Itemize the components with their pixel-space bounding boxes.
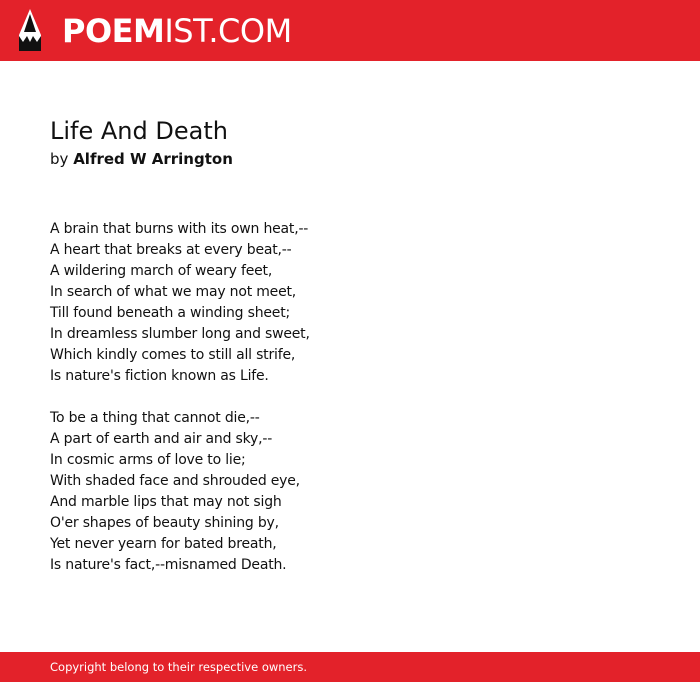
logo-text-bold: POEM [62, 12, 165, 50]
poem-line: O'er shapes of beauty shining by, [50, 515, 279, 531]
logo-text-light: IST.COM [164, 12, 292, 50]
poem-line: To be a thing that cannot die,-- [50, 410, 260, 426]
stanza [50, 219, 650, 387]
footer-bar [0, 652, 700, 682]
copyright-notice: Copyright belong to their respective owners. [50, 660, 308, 674]
byline [50, 147, 650, 171]
poem-line: A brain that burns with its own heat,-- [50, 221, 309, 237]
poem-line: In dreamless slumber long and sweet, [50, 326, 310, 342]
poem-body [50, 219, 650, 576]
poem-line: In search of what we may not meet, [50, 284, 297, 300]
top-bar [0, 0, 700, 61]
poem-line: Is nature's fact,--misnamed Death. [50, 557, 287, 573]
poem-content [50, 116, 650, 597]
author-name: Alfred W Arrington [73, 150, 233, 168]
poem-line: In cosmic arms of love to lie; [50, 452, 246, 468]
pencil-nib-logo-icon [18, 9, 42, 51]
poem-line: A part of earth and air and sky,-- [50, 431, 273, 447]
site-logo-text [62, 12, 292, 50]
poem-line: Which kindly comes to still all strife, [50, 347, 296, 363]
stanza [50, 408, 650, 576]
poem-line: Is nature's fiction known as Life. [50, 368, 269, 384]
poem-line: And marble lips that may not sigh [50, 494, 282, 510]
poem-line: A heart that breaks at every beat,-- [50, 242, 292, 258]
poem-title: Life And Death [50, 117, 228, 145]
poem-line: A wildering march of weary feet, [50, 263, 273, 279]
byline-prefix: by [50, 150, 69, 168]
poem-line: Yet never yearn for bated breath, [50, 536, 277, 552]
poem-line: Till found beneath a winding sheet; [50, 305, 291, 321]
poem-line: With shaded face and shrouded eye, [50, 473, 300, 489]
